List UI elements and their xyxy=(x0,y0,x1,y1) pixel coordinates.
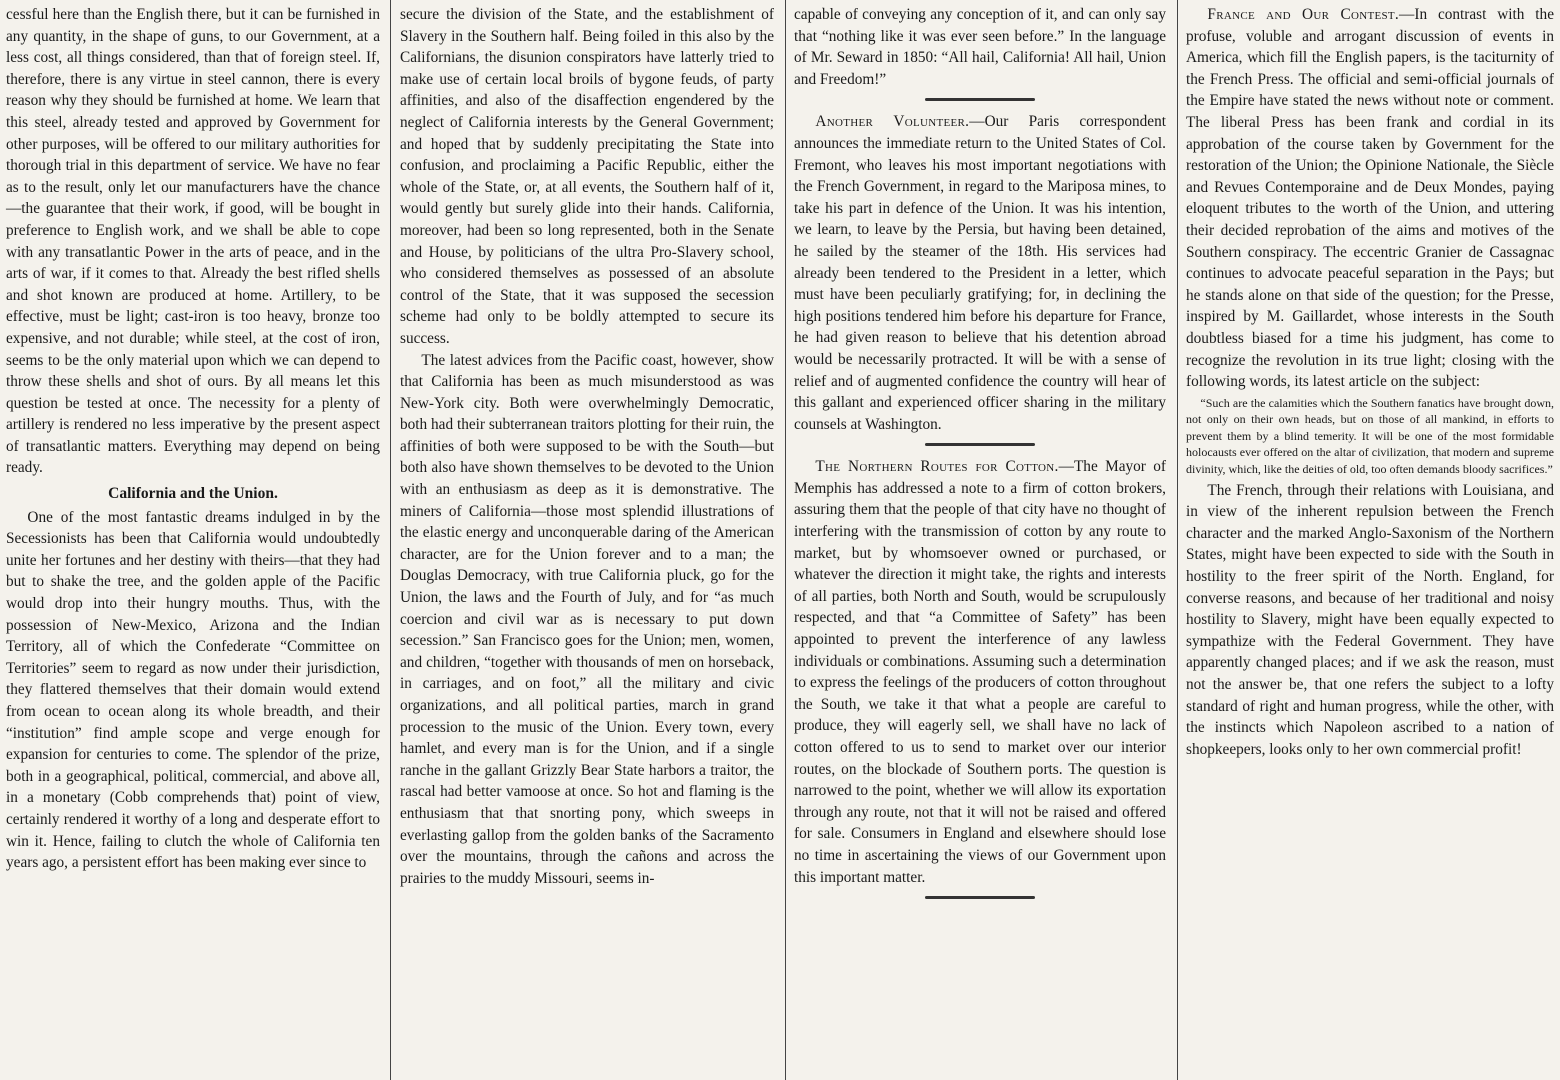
section-lead: Another Volunteer. xyxy=(815,113,970,131)
paragraph-france xyxy=(1186,4,1554,393)
column-1 xyxy=(0,0,388,1080)
paragraph-steel-cannon: cessful here than the English there, but it can be furnished in any quantity, in the shape of guns, to our Government, at a less cost, all things considered, than that of foreign steel. If, therefore, there is any virtue in steel cannon, there is every reason why they should be furnished at home. We learn that this steel, already tested and approved by Government for other purposes, will be offered to our military authorities for thorough trial in this department of service. We have no fear as to the result, only let our manufacturers have the chance—the guarantee that their work, if good, will be bought in preference to English work, and we shall be able to cope with any transatlantic Power in the arts of peace, and in the arts of war, if it comes to that. Already the best rifled shells and shot known are produced at home. Artillery, to be effective, must be light; cast-iron is too heavy, bronze too expensive, and not durable; while steel, at the cost of iron, seems to be the only material upon which we can depend to throw these shells and shot of ours. By all means let this question be tested at once. The necessity for a plenty of artillery is rendered no less imperative by the present aspect of transatlantic matters. Everything may depend on being ready. xyxy=(6,6,380,477)
section-text: —The Mayor of Memphis has addressed a note to a firm of cotton brokers, assuring them that the people of that city have no thought of interfering with the transmission of cotton by any route to market, but by whomsoever owned or purchased, or whatever the direction it might take, the rights and interests of all parties, both North and South, would be scrupulously respected, and that “a Committee of Safety” has been appointed to prevent the interference of any lawless individuals or combinations. Assuming such a determination to express the feelings of the producers of cotton throughout the South, we take it that what a people are careful to produce, they will eagerly sell, we shall have no lack of cotton offered to us to send to market over our interior routes, on the blockade of Southern ports. The question is narrowed to the point, whether we will allow its exportation through any route, not that it will not be raised and offered for sale. Consumers in England and elsewhere should lose no time in ascertaining the views of our Government upon this important matter. xyxy=(794,458,1166,886)
paragraph-latest-advices: The latest advices from the Pacific coast, however, show that California has been as much misunderstood as was New-York city. Both were overwhelmingly Democratic, both had their subterranean traitors plotting for their ruin, the affinities of both were supposed to be with the South—but both also have shown themselves to be devoted to the Union with an enthusiasm as deep as it is demonstrative. The miners of California—those most splendid illustrations of the elastic energy and unconquerable daring of the American character, are for the Union forever and to a man; the Douglas Democracy, with true California pluck, go for the Union, the laws and the Fourth of July, and for “as much coercion and civil war as is necessary to put down secession.” San Francisco goes for the Union; men, women, and children, “together with thousands of men on horseback, in carriages, and on foot,” all the military and civic organizations, and all political parties, march in grand procession to the music of the Union. Every town, every hamlet, and every man is for the Union, and if a single ranche in the gallant Grizzly Bear State harbors a traitor, the rascal had better vamoose at once. So hot and flaming is the enthusiasm that that snorting pony, which sweeps in everlasting gallop from the golden banks of the Sacramento over the mountains, through the cañons and across the prairies to the muddy Missouri, seems in- xyxy=(400,351,774,887)
paragraph-northern-routes xyxy=(794,456,1166,888)
section-lead: France and Our Contest. xyxy=(1207,6,1400,23)
article-heading: California and the Union. xyxy=(108,485,278,503)
paragraph-another-volunteer xyxy=(794,111,1166,435)
paragraph-the-french: The French, through their relations with Louisiana, and in view of the inherent repulsion between the French character and the marked Anglo-Saxonism of the Northern States, might have been expected to side with the South in hostility to the freer spirit of the North. England, for converse reasons, and because of her traditional and noisy hostility to Slavery, might have been equally expected to sympathize with the Federal Government. They have apparently changed places; and if we ask the reason, must not the answer be, that one refers the subject to a lofty standard of right and human progress, while the other, with the instincts which Napoleon ascribed to a nation of shopkeepers, looks only to her own commercial profit! xyxy=(1186,481,1554,758)
paragraph-seward: capable of conveying any conception of it, and can only say that “nothing like it was ever seen before.” In the language of Mr. Seward in 1850: “All hail, California! All hail, Union and Freedom!” xyxy=(794,6,1166,88)
section-divider xyxy=(794,896,1166,899)
column-rule xyxy=(390,0,391,1080)
column-2 xyxy=(392,0,784,1080)
section-divider xyxy=(794,98,1166,101)
paragraph-california: One of the most fantastic dreams indulged in by the Secessionists has been that California would undoubtedly unite her fortunes and her destiny with theirs—that they had but to shake the tree, and the golden apple of the Pacific would drop into their hungry mouths. Thus, with the possession of New-Mexico, Arizona and the Indian Territory, all of which the Confederate “Committee on Territories” seem to regard as now under their jurisdiction, they flattered themselves that their domain would extend from ocean to ocean along its whole breadth, and their “institution” find ample scope and verge enough for expansion for centuries to come. The splendor of the prize, both in a geographical, political, commercial, and above all, in a monetary (Cobb comprehends that) point of view, certainly rendered it worthy of a long and desperate effort to win it. Hence, failing to clutch the whole of California ten years ago, a persistent effort has been making ever since to xyxy=(6,508,380,872)
quoted-passage: “Such are the calamities which the Southern fanatics have brought down, not only on their own heads, but on those of all mankind, in efforts to prevent them by a blind temerity. It will be one of the most formidable holocausts ever offered on the altar of civilization, that modern and supreme divinity, which, like the deities of old, too often demands bloody sacrifices.” xyxy=(1186,395,1554,477)
section-divider xyxy=(794,443,1166,446)
section-text: —In contrast with the profuse, voluble and arrogant discussion of events in America, which fill the English papers, is the taciturnity of the French Press. The official and semi-official journals of the Empire have stated the news without note or comment. The liberal Press has been frank and cordial in its approbation of the course taken by Government for the restoration of the Union; the Opinione Nationale, the Siècle and Revues Contemporaine and de Deux Mondes, paying eloquent tributes to the worth of the Union, and uttering their decided reprobation of the aims and motives of the Southern conspiracy. The eccentric Granier de Cassagnac continues to advocate peaceful separation in the Pays; but he stands alone on that side of the question; for the Presse, inspired by M. Gaillardet, whose interests in the South doubtless biased for a time his judgment, has come to recognize the revolution in its true light; closing with the following words, its latest article on the subject: xyxy=(1186,6,1554,391)
paragraph-division: secure the division of the State, and the establishment of Slavery in the Southern half. Being foiled in this also by the Californians, the disunion conspirators have latterly tried to make use of certain local broils of bygone feuds, of party affinities, and also of the disaffection engendered by the neglect of California interests by the General Government; and hoped that by suddenly precipitating the State into confusion, and proclaiming a Pacific Republic, either the whole of the State, or, at all events, the Southern half of it, would gently but surely glide into their hands. California, moreover, had been so long represented, both in the Senate and House, by politicians of the ultra Pro-Slavery school, who considered themselves as possessed of an absolute control of the State, that it was supposed the secession scheme had only to be boldly attempted to secure its success. xyxy=(400,6,774,347)
section-lead: The Northern Routes for Cotton. xyxy=(815,458,1059,476)
section-text: —Our Paris correspondent announces the immediate return to the United States of Col. Fremont, who leaves his most important negotiations with the French Government, in regard to the Mariposa mines, to take his part in defence of the Union. It was his intention, we learn, to leave by the Persia, but having been detained, he sailed by the steamer of the 18th. His services had already been tendered to the President in a letter, which must have been peculiarly gratifying; for, in declining the high positions tendered him before his departure for France, he had given reason to believe that his detention abroad would be necessarily protracted. It will be with a sense of relief and of augmented confidence the country will hear of this gallant and experienced officer sharing in the military counsels at Washington. xyxy=(794,113,1166,433)
column-4 xyxy=(1178,0,1560,1080)
column-3 xyxy=(786,0,1176,1080)
